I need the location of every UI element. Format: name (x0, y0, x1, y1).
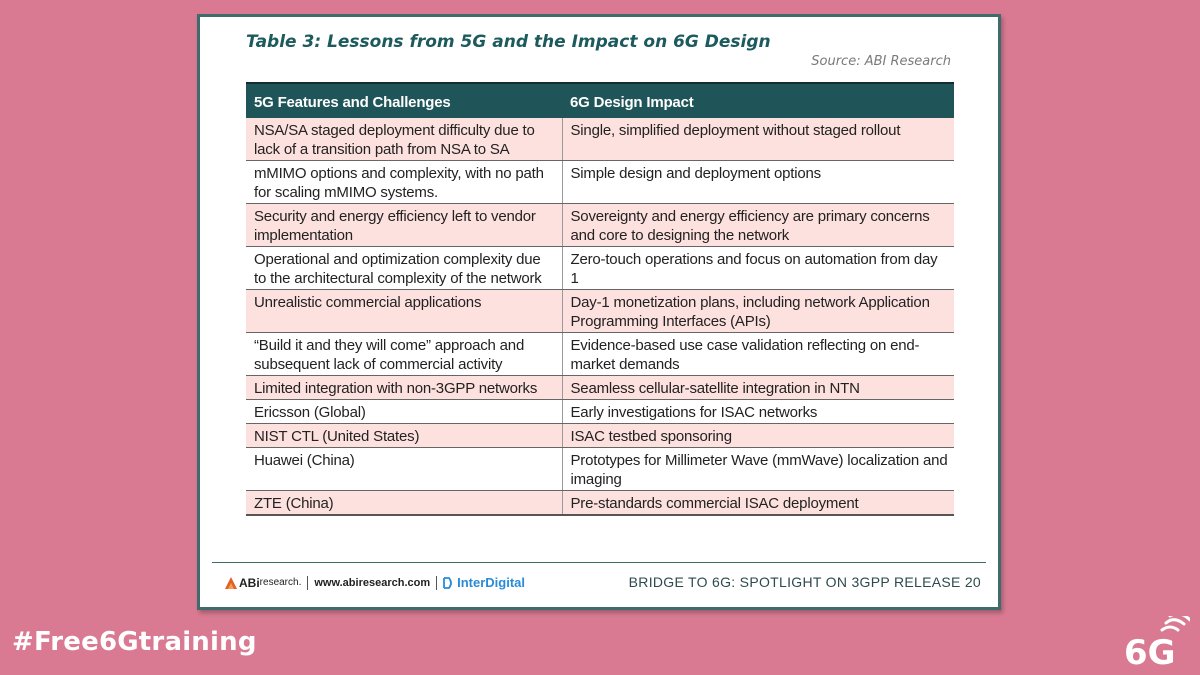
table-title: Table 3: Lessons from 5G and the Impact on 6G Design (246, 32, 771, 52)
header-5g-features: 5G Features and Challenges (246, 83, 562, 118)
table-header-row (246, 83, 954, 118)
cell-5g: ZTE (China) (246, 491, 562, 516)
cell-5g: Limited integration with non-3GPP networks (246, 376, 562, 400)
table-row (246, 118, 954, 161)
cell-5g: Unrealistic commercial applications (246, 290, 562, 333)
cell-6g: Sovereignty and energy efficiency are primary concerns and core to designing the network (562, 204, 954, 247)
abi-logo-rest: research. (259, 577, 302, 588)
abi-triangle-icon (225, 577, 237, 589)
cell-6g: Day-1 monetization plans, including network Application Programming Interfaces (APIs) (562, 290, 954, 333)
abi-url-link[interactable]: www.abiresearch.com (314, 576, 431, 589)
cell-6g: ISAC testbed sponsoring (562, 424, 954, 448)
abi-logo-bold: ABi (239, 575, 260, 590)
table-row (246, 247, 954, 290)
footer-logos (225, 575, 525, 590)
cell-5g: Operational and optimization complexity due to the architectural complexity of the network (246, 247, 562, 290)
cell-6g: Zero-touch operations and focus on automation from day 1 (562, 247, 954, 290)
cell-6g: Single, simplified deployment without staged rollout (562, 118, 954, 161)
cell-6g: Prototypes for Millimeter Wave (mmWave) localization and imaging (562, 448, 954, 491)
table-row (246, 290, 954, 333)
cell-5g: Security and energy efficiency left to vendor implementation (246, 204, 562, 247)
footer-separator (436, 576, 437, 590)
interdigital-label: InterDigital (457, 575, 526, 590)
cell-6g: Early investigations for ISAC networks (562, 400, 954, 424)
hashtag-label: #Free6Gtraining (12, 627, 257, 657)
cell-6g: Pre-standards commercial ISAC deployment (562, 491, 954, 516)
six-g-logo-text: 6G (1124, 633, 1176, 670)
header-6g-impact: 6G Design Impact (562, 83, 954, 118)
report-title-footer: BRIDGE TO 6G: SPOTLIGHT ON 3GPP RELEASE 20 (628, 574, 981, 590)
table-row (246, 424, 954, 448)
cell-6g: Simple design and deployment options (562, 161, 954, 204)
slide-card (197, 14, 1001, 610)
cell-5g: mMIMO options and complexity, with no path for scaling mMIMO systems. (246, 161, 562, 204)
lessons-table (246, 82, 954, 516)
footer-divider (212, 562, 986, 563)
cell-5g: NSA/SA staged deployment difficulty due to lack of a transition path from NSA to SA (246, 118, 562, 161)
footer-separator (307, 576, 308, 590)
source-note: Source: ABI Research (811, 54, 951, 69)
table-row (246, 400, 954, 424)
cell-5g: Huawei (China) (246, 448, 562, 491)
six-g-logo-icon (1122, 616, 1190, 670)
cell-6g: Evidence-based use case validation reflecting on end-market demands (562, 333, 954, 376)
cell-6g: Seamless cellular-satellite integration in NTN (562, 376, 954, 400)
table-row (246, 376, 954, 400)
table-row (246, 448, 954, 491)
interdigital-icon (443, 577, 454, 589)
table-row (246, 204, 954, 247)
table-row (246, 491, 954, 516)
interdigital-logo (443, 575, 525, 590)
abi-research-logo (225, 576, 301, 590)
cell-5g: Ericsson (Global) (246, 400, 562, 424)
cell-5g: NIST CTL (United States) (246, 424, 562, 448)
table-row (246, 161, 954, 204)
table-row (246, 333, 954, 376)
cell-5g: “Build it and they will come” approach and subsequent lack of commercial activity (246, 333, 562, 376)
